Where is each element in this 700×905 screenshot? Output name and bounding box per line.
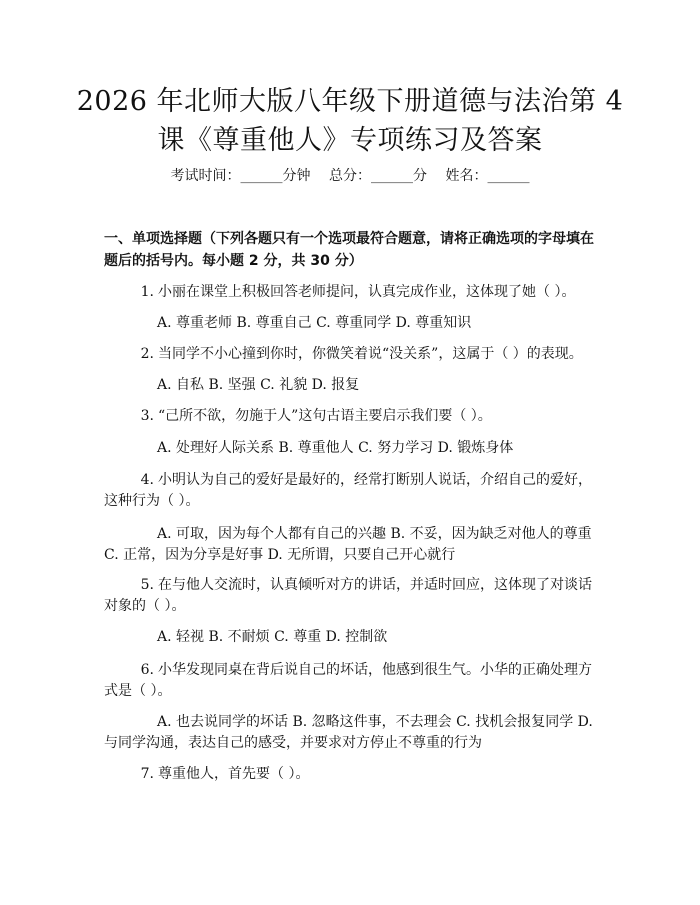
title-line-2: 课《尊重他人》专项练习及答案 <box>157 125 543 156</box>
question-3 <box>104 406 604 427</box>
question-number: 1. <box>140 284 154 300</box>
document-title <box>60 82 640 160</box>
question-text: 小丽在课堂上积极回答老师提问，认真完成作业，这体现了她（ ）。 <box>158 284 576 300</box>
question-text: 小明认为自己的爱好是最好的，经常打断别人说话，介绍自己的爱好，这种行为（ ）。 <box>104 472 592 509</box>
question-number: 3. <box>140 408 154 424</box>
question-text: 在与他人交流时，认真倾听对方的讲话，并适时回应，这体现了对谈话对象的（ ）。 <box>104 577 592 614</box>
question-1-options: A. 尊重老师 B. 尊重自己 C. 尊重同学 D. 尊重知识 <box>157 315 472 331</box>
exam-meta <box>0 166 700 186</box>
question-4 <box>104 470 604 512</box>
question-2-options: A. 自私 B. 坚强 C. 礼貌 D. 报复 <box>157 377 360 393</box>
question-text: “己所不欲，勿施于人”这句古语主要启示我们要（ ）。 <box>158 408 492 424</box>
question-6 <box>104 660 604 702</box>
question-4-options: A. 可取，因为每个人都有自己的兴趣 B. 不妥，因为缺乏对他人的尊重 C. 正常，因为分享是好事 D. 无所谓，只要自己开心就行 <box>104 526 592 563</box>
section-header: 一、单项选择题（下列各题只有一个选项最符合题意，请将正确选项的字母填在题后的括号内。每小题 2 分，共 30 分） <box>104 231 594 269</box>
question-text: 小华发现同桌在背后说自己的坏话，他感到很生气。小华的正确处理方式是（ ）。 <box>104 662 592 699</box>
exam-score: 总分：______分 <box>329 168 427 184</box>
question-number: 7. <box>140 766 154 782</box>
question-2 <box>104 344 604 365</box>
question-1 <box>104 282 604 303</box>
question-7 <box>104 764 604 785</box>
question-text: 尊重他人，首先要（ ）。 <box>158 766 310 782</box>
question-number: 5. <box>140 577 154 593</box>
question-5-options: A. 轻视 B. 不耐烦 C. 尊重 D. 控制欲 <box>157 629 388 645</box>
student-name: 姓名：______ <box>445 168 530 184</box>
question-6-options: A. 也去说同学的坏话 B. 忽略这件事，不去理会 C. 找机会报复同学 D. 与同学沟通，表达自己的感受，并要求对方停止不尊重的行为 <box>104 714 593 751</box>
exam-time: 考试时间：______分钟 <box>170 168 311 184</box>
question-number: 2. <box>140 346 154 362</box>
question-number: 4. <box>140 472 154 488</box>
question-text: 当同学不小心撞到你时，你微笑着说“没关系”，这属于（ ）的表现。 <box>158 346 583 362</box>
title-line-1: 2026 年北师大版八年级下册道德与法治第 4 <box>76 86 624 117</box>
question-number: 6. <box>140 662 154 678</box>
question-3-options: A. 处理好人际关系 B. 尊重他人 C. 努力学习 D. 锻炼身体 <box>157 440 514 456</box>
question-5 <box>104 575 604 617</box>
